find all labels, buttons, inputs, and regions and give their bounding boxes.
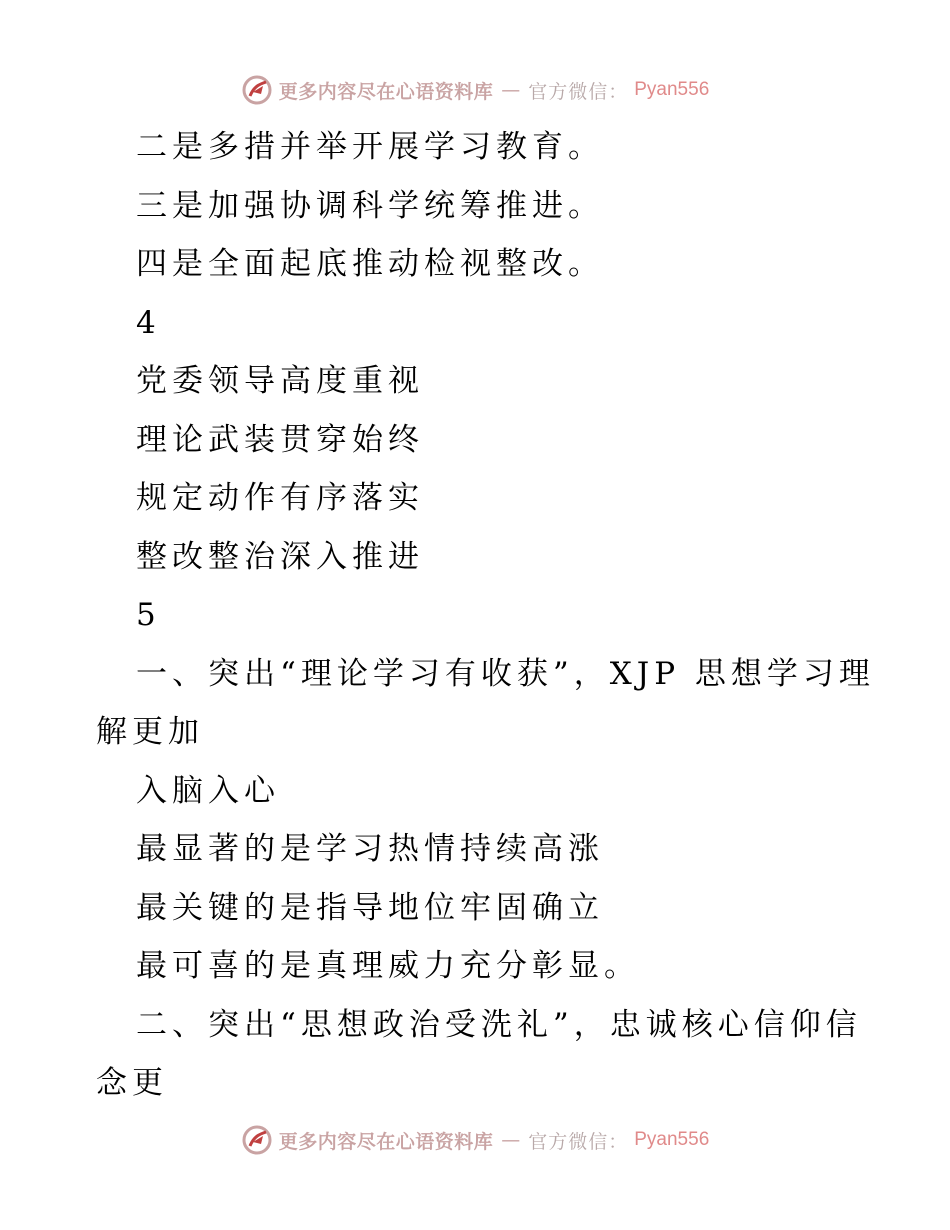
watermark-brand-text: 更多内容尽在心语资料库	[278, 80, 494, 103]
body-line-continuation: 解更加	[96, 714, 204, 750]
body-line: 整改整治深入推进	[136, 538, 424, 575]
body-line-continuation: 念更	[96, 1065, 168, 1101]
body-line: 入脑入心	[136, 772, 280, 809]
body-line: 最显著的是学习热情持续高涨	[136, 831, 604, 867]
watermark-brand-text: 更多内容尽在心语资料库	[278, 1130, 494, 1153]
watermark-side-text: 官方微信：	[528, 1130, 629, 1153]
body-line: 4	[136, 304, 161, 341]
watermark-account: Pyan556	[634, 79, 710, 100]
document-body	[96, 118, 875, 1113]
body-line: 最可喜的是真理威力充分彰显。	[136, 948, 640, 984]
watermark-separator: —	[501, 79, 521, 101]
body-line: 二、突出“思想政治受洗礼”，忠诚核心信仰信	[136, 1006, 862, 1043]
brand-seal-icon	[241, 74, 273, 106]
body-line: 一、突出“理论学习有收获”，XJP 思想学习理	[136, 655, 875, 692]
body-line: 最关键的是指导地位牢固确立	[136, 889, 604, 926]
watermark-side-text: 官方微信：	[528, 80, 629, 103]
page-header-watermark	[0, 70, 950, 110]
body-line: 规定动作有序落实	[136, 480, 424, 516]
brand-seal-icon	[241, 1124, 273, 1156]
watermark-separator: —	[501, 1129, 521, 1151]
body-line: 党委领导高度重视	[136, 363, 424, 399]
body-line: 理论武装贯穿始终	[136, 421, 424, 458]
watermark	[241, 74, 710, 106]
watermark	[241, 1124, 710, 1156]
body-line: 二是多措并举开展学习教育。	[136, 129, 604, 165]
body-line: 5	[136, 597, 161, 633]
page-footer-watermark	[0, 1120, 950, 1160]
body-line: 四是全面起底推动检视整改。	[136, 246, 604, 282]
watermark-account: Pyan556	[634, 1129, 710, 1150]
body-line: 三是加强协调科学统筹推进。	[136, 187, 604, 224]
